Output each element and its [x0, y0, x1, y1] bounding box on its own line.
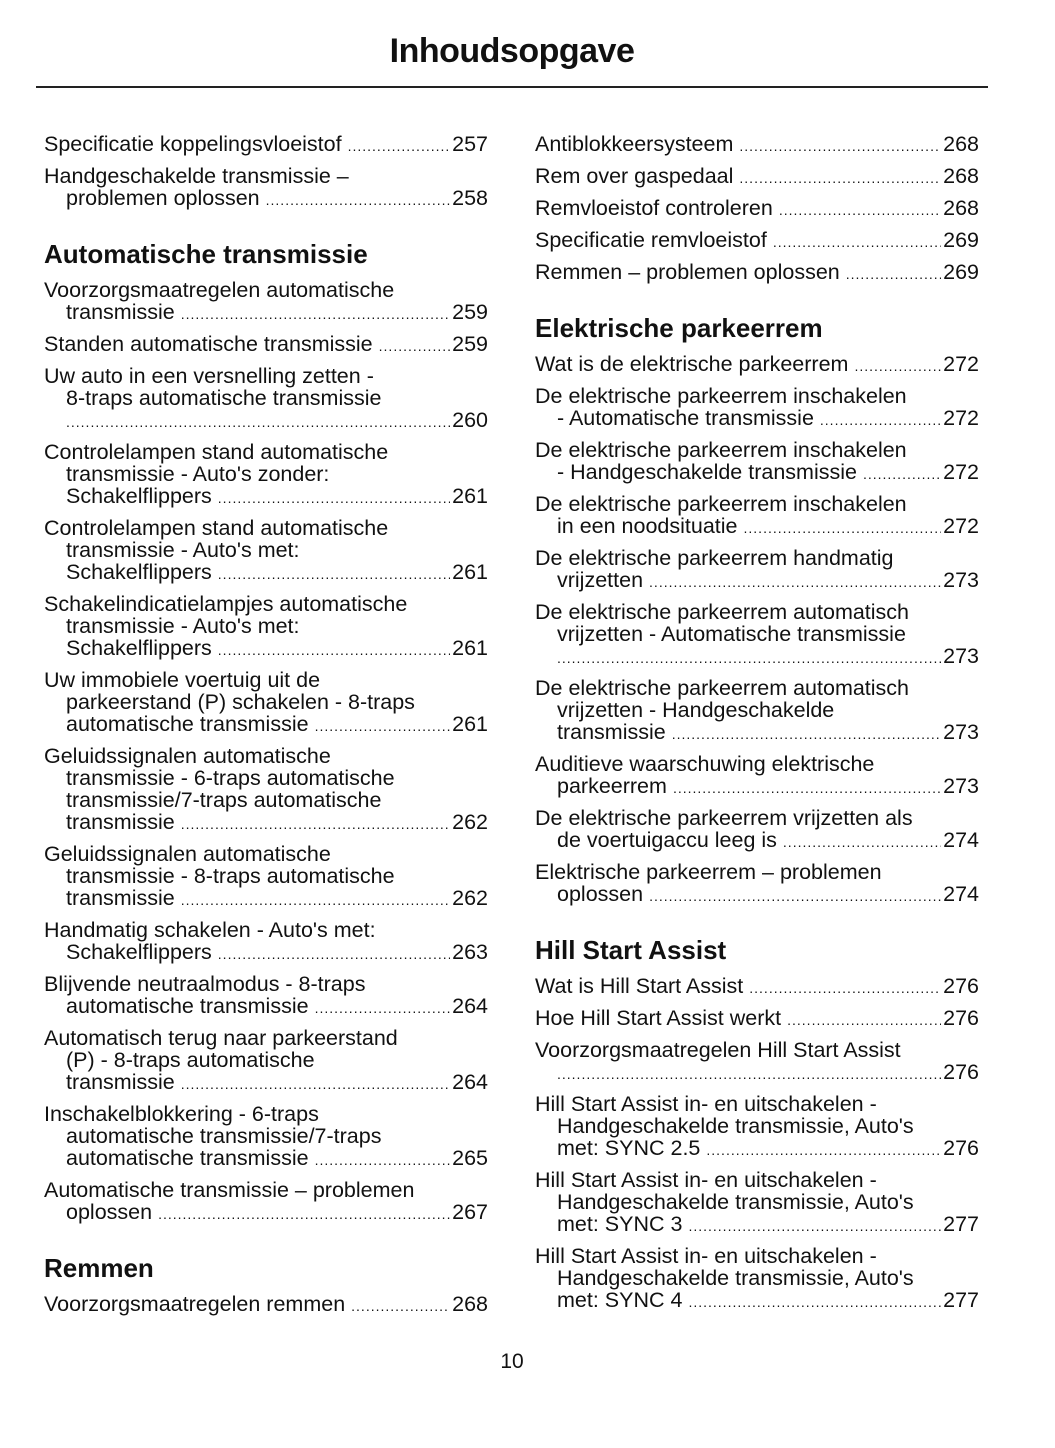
dot-leader	[315, 715, 451, 737]
dot-leader	[672, 723, 941, 745]
toc-page-number: 276	[943, 1060, 979, 1084]
toc-entry-text: Rem over gaspedaal	[535, 164, 734, 188]
toc-column-left	[44, 133, 488, 1325]
toc-page-number: 259	[452, 300, 488, 324]
toc-entry-text: transmissie - 8-traps automatische	[66, 864, 395, 888]
toc-entry-text: transmissie - Auto's zonder:	[66, 462, 330, 486]
toc-entry[interactable]	[535, 1245, 979, 1313]
toc-entry-text: 8-traps automatische transmissie	[66, 386, 382, 410]
toc-entry[interactable]	[44, 365, 488, 433]
dot-leader	[66, 411, 450, 433]
toc-entry-text: Schakelindicatielampjes automatische	[44, 592, 408, 616]
toc-entry-text: automatische transmissie	[66, 994, 309, 1018]
toc-entry[interactable]	[44, 517, 488, 585]
toc-entry-text: Uw auto in een versnelling zetten -	[44, 364, 374, 388]
toc-page-number: 272	[943, 514, 979, 538]
dot-leader	[744, 517, 942, 539]
section-heading: Elektrische parkeerrem	[535, 313, 823, 343]
toc-entry-text: Hill Start Assist in- en uitschakelen -	[535, 1244, 877, 1268]
toc-entry-text: vrijzetten - Handgeschakelde	[557, 698, 835, 722]
toc-entry-text: De elektrische parkeerrem automatisch	[535, 600, 910, 624]
toc-entry-text: automatische transmissie	[66, 1146, 309, 1170]
dot-leader	[846, 263, 941, 285]
toc-entry-text: De elektrische parkeerrem inschakelen	[535, 438, 907, 462]
toc-entry[interactable]	[535, 1169, 979, 1237]
toc-entry-text: Controlelampen stand automatische	[44, 516, 389, 540]
dot-leader	[351, 1295, 450, 1317]
toc-entry-text: Remmen – problemen oplossen	[535, 260, 840, 284]
toc-entry-text: - Automatische transmissie	[557, 406, 814, 430]
toc-page-number: 269	[943, 260, 979, 284]
toc-page-number: 272	[943, 460, 979, 484]
toc-entry-text: Wat is de elektrische parkeerrem	[535, 352, 849, 376]
toc-page-number: 265	[452, 1146, 488, 1170]
toc-entry-text: transmissie	[66, 810, 175, 834]
toc-entry-text: Antiblokkeersysteem	[535, 132, 734, 156]
toc-page-number: 258	[452, 186, 488, 210]
toc-entry-text: transmissie	[66, 300, 175, 324]
dot-leader	[649, 571, 941, 593]
toc-entry[interactable]	[535, 439, 979, 485]
toc-entry-text: vrijzetten	[557, 568, 644, 592]
toc-entry-text: transmissie - 6-traps automatische	[66, 766, 395, 790]
dot-leader	[673, 777, 941, 799]
toc-entry[interactable]	[535, 807, 979, 853]
dot-leader	[379, 335, 450, 357]
toc-page-number: 263	[452, 940, 488, 964]
toc-entry-text: Uw immobiele voertuig uit de	[44, 668, 321, 692]
dot-leader	[739, 135, 941, 157]
dot-leader	[218, 563, 450, 585]
toc-page-number: 273	[943, 568, 979, 592]
toc-entry-text: de voertuigaccu leeg is	[557, 828, 777, 852]
dot-leader	[854, 355, 941, 377]
toc-entry-text: Handgeschakelde transmissie, Auto's	[557, 1266, 914, 1290]
dot-leader	[820, 409, 941, 431]
dot-leader	[773, 231, 941, 253]
toc-entry-text: met: SYNC 4	[557, 1288, 683, 1312]
toc-entry[interactable]	[535, 133, 979, 157]
toc-entry-text: Elektrische parkeerrem – problemen	[535, 860, 882, 884]
toc-entry[interactable]	[535, 229, 979, 253]
toc-entry-text: Hill Start Assist in- en uitschakelen -	[535, 1168, 877, 1192]
toc-page-number: 273	[943, 644, 979, 668]
toc-page-number: 261	[452, 484, 488, 508]
dot-leader	[688, 1215, 941, 1237]
toc-entry-text: Schakelflippers	[66, 560, 212, 584]
toc-entry-text: Handgeschakelde transmissie, Auto's	[557, 1114, 914, 1138]
toc-page-number: 268	[943, 164, 979, 188]
toc-page-number: 277	[943, 1288, 979, 1312]
toc-page-number: 267	[452, 1200, 488, 1224]
dot-leader	[218, 943, 450, 965]
section-heading: Remmen	[44, 1253, 154, 1283]
dot-leader	[557, 1063, 941, 1085]
dot-leader	[863, 463, 941, 485]
toc-entry-text: Controlelampen stand automatische	[44, 440, 389, 464]
toc-entry-text: De elektrische parkeerrem inschakelen	[535, 384, 907, 408]
toc-page-number: 274	[943, 828, 979, 852]
toc-entry[interactable]	[44, 1103, 488, 1171]
toc-page-number: 257	[452, 132, 488, 156]
toc-entry[interactable]	[44, 843, 488, 911]
toc-column-right	[535, 133, 979, 1321]
dot-leader	[315, 1149, 451, 1171]
toc-entry[interactable]	[44, 1179, 488, 1225]
toc-entry-text: transmissie	[66, 886, 175, 910]
toc-entry-text: parkeerrem	[557, 774, 667, 798]
toc-entry[interactable]	[44, 593, 488, 661]
toc-entry[interactable]	[535, 1093, 979, 1161]
toc-entry-text: vrijzetten - Automatische transmissie	[557, 622, 906, 646]
toc-page-number: 273	[943, 774, 979, 798]
toc-entry[interactable]	[535, 547, 979, 593]
toc-entry[interactable]	[535, 197, 979, 221]
toc-page-number: 277	[943, 1212, 979, 1236]
dot-leader	[266, 189, 450, 211]
toc-entry[interactable]	[44, 1027, 488, 1095]
dot-leader	[348, 135, 451, 157]
toc-entry[interactable]	[535, 165, 979, 189]
dot-leader	[315, 997, 451, 1019]
toc-entry-text: Hoe Hill Start Assist werkt	[535, 1006, 782, 1030]
toc-entry-text: transmissie/7-traps automatische	[66, 788, 382, 812]
toc-entry[interactable]	[535, 601, 979, 669]
toc-entry[interactable]	[44, 669, 488, 737]
dot-leader	[181, 813, 450, 835]
toc-entry-text: Automatische transmissie – problemen	[44, 1178, 415, 1202]
toc-entry[interactable]	[535, 861, 979, 907]
toc-entry-text: Handmatig schakelen - Auto's met:	[44, 918, 376, 942]
title-divider	[36, 86, 988, 88]
toc-entry-text: in een noodsituatie	[557, 514, 738, 538]
toc-entry[interactable]	[535, 385, 979, 431]
toc-page-number: 273	[943, 720, 979, 744]
toc-entry-text: problemen oplossen	[66, 186, 260, 210]
dot-leader	[779, 199, 941, 221]
toc-entry-text: Standen automatische transmissie	[44, 332, 373, 356]
toc-entry-text: De elektrische parkeerrem vrijzetten als	[535, 806, 913, 830]
toc-page-number: 269	[943, 228, 979, 252]
toc-entry[interactable]	[44, 745, 488, 835]
dot-leader	[218, 487, 450, 509]
toc-entry[interactable]	[535, 493, 979, 539]
toc-page-number: 272	[943, 406, 979, 430]
toc-entry-text: transmissie	[557, 720, 666, 744]
toc-entry[interactable]	[44, 133, 488, 157]
toc-entry-text: Specificatie remvloeistof	[535, 228, 767, 252]
toc-entry-text: Hill Start Assist in- en uitschakelen -	[535, 1092, 877, 1116]
toc-entry-text: Geluidssignalen automatische	[44, 744, 331, 768]
dot-leader	[783, 831, 941, 853]
toc-entry-text: transmissie - Auto's met:	[66, 538, 300, 562]
toc-entry-text: Remvloeistof controleren	[535, 196, 773, 220]
toc-page-number: 261	[452, 712, 488, 736]
toc-page-number: 262	[452, 810, 488, 834]
toc-page-number: 276	[943, 1006, 979, 1030]
toc-page-number: 276	[943, 974, 979, 998]
toc-entry-text: Schakelflippers	[66, 484, 212, 508]
toc-entry-text: Schakelflippers	[66, 940, 212, 964]
toc-page-number: 276	[943, 1136, 979, 1160]
dot-leader	[688, 1291, 941, 1313]
dot-leader	[557, 647, 941, 669]
toc-page-number: 261	[452, 636, 488, 660]
toc-entry-text: oplossen	[66, 1200, 153, 1224]
section-heading: Hill Start Assist	[535, 935, 727, 965]
toc-entry-text: Voorzorgsmaatregelen Hill Start Assist	[535, 1038, 901, 1062]
dot-leader	[218, 639, 450, 661]
toc-entry-text: Automatisch terug naar parkeerstand	[44, 1026, 398, 1050]
toc-entry-text: oplossen	[557, 882, 644, 906]
toc-page-number: 268	[943, 196, 979, 220]
toc-entry-text: (P) - 8-traps automatische	[66, 1048, 315, 1072]
toc-entry-text: transmissie - Auto's met:	[66, 614, 300, 638]
toc-entry[interactable]	[44, 973, 488, 1019]
toc-entry-text: Schakelflippers	[66, 636, 212, 660]
toc-entry-text: De elektrische parkeerrem automatisch	[535, 676, 910, 700]
toc-entry-text: automatische transmissie/7-traps	[66, 1124, 382, 1148]
toc-entry[interactable]	[44, 441, 488, 509]
dot-leader	[181, 303, 450, 325]
toc-entry[interactable]	[44, 919, 488, 965]
toc-entry[interactable]	[535, 1007, 979, 1031]
toc-page-number: 268	[452, 1292, 488, 1316]
toc-page-number: 274	[943, 882, 979, 906]
toc-entry-text: Geluidssignalen automatische	[44, 842, 331, 866]
toc-entry-text: Voorzorgsmaatregelen automatische	[44, 278, 395, 302]
toc-entry-text: met: SYNC 2.5	[557, 1136, 701, 1160]
toc-page-number: 268	[943, 132, 979, 156]
toc-entry-text: Specificatie koppelingsvloeistof	[44, 132, 342, 156]
toc-entry-text: Handgeschakelde transmissie –	[44, 164, 349, 188]
toc-entry-text: De elektrische parkeerrem inschakelen	[535, 492, 907, 516]
toc-entry-text: parkeerstand (P) schakelen - 8-traps	[66, 690, 415, 714]
toc-entry-text: Handgeschakelde transmissie, Auto's	[557, 1190, 914, 1214]
toc-page-number: 259	[452, 332, 488, 356]
toc-entry-text: Wat is Hill Start Assist	[535, 974, 744, 998]
toc-entry[interactable]	[535, 1039, 979, 1085]
toc-entry[interactable]	[44, 165, 488, 211]
toc-entry-text: met: SYNC 3	[557, 1212, 683, 1236]
page-title: Inhoudsopgave	[389, 32, 635, 70]
dot-leader	[649, 885, 941, 907]
toc-page-number: 260	[452, 408, 488, 432]
toc-page-number: 264	[452, 1070, 488, 1094]
page-number: 10	[500, 1350, 524, 1373]
toc-entry-text: Blijvende neutraalmodus - 8-traps	[44, 972, 366, 996]
toc-entry-text: Inschakelblokkering - 6-traps	[44, 1102, 319, 1126]
toc-entry[interactable]	[535, 677, 979, 745]
dot-leader	[181, 1073, 450, 1095]
toc-entry[interactable]	[535, 261, 979, 285]
toc-entry-text: - Handgeschakelde transmissie	[557, 460, 857, 484]
toc-page-number: 261	[452, 560, 488, 584]
dot-leader	[181, 889, 450, 911]
dot-leader	[749, 977, 941, 999]
toc-entry[interactable]	[44, 333, 488, 357]
toc-entry[interactable]	[44, 279, 488, 325]
section-heading: Automatische transmissie	[44, 239, 368, 269]
dot-leader	[739, 167, 941, 189]
dot-leader	[158, 1203, 450, 1225]
dot-leader	[787, 1009, 941, 1031]
dot-leader	[706, 1139, 941, 1161]
toc-page-number: 262	[452, 886, 488, 910]
toc-entry-text: Voorzorgsmaatregelen remmen	[44, 1292, 346, 1316]
toc-entry-text: transmissie	[66, 1070, 175, 1094]
toc-page-number: 272	[943, 352, 979, 376]
toc-page-number: 264	[452, 994, 488, 1018]
toc-entry[interactable]	[44, 1293, 488, 1317]
toc-entry-text: automatische transmissie	[66, 712, 309, 736]
toc-entry[interactable]	[535, 353, 979, 377]
toc-entry[interactable]	[535, 753, 979, 799]
toc-entry-text: De elektrische parkeerrem handmatig	[535, 546, 894, 570]
toc-entry-text: Auditieve waarschuwing elektrische	[535, 752, 875, 776]
toc-entry[interactable]	[535, 975, 979, 999]
